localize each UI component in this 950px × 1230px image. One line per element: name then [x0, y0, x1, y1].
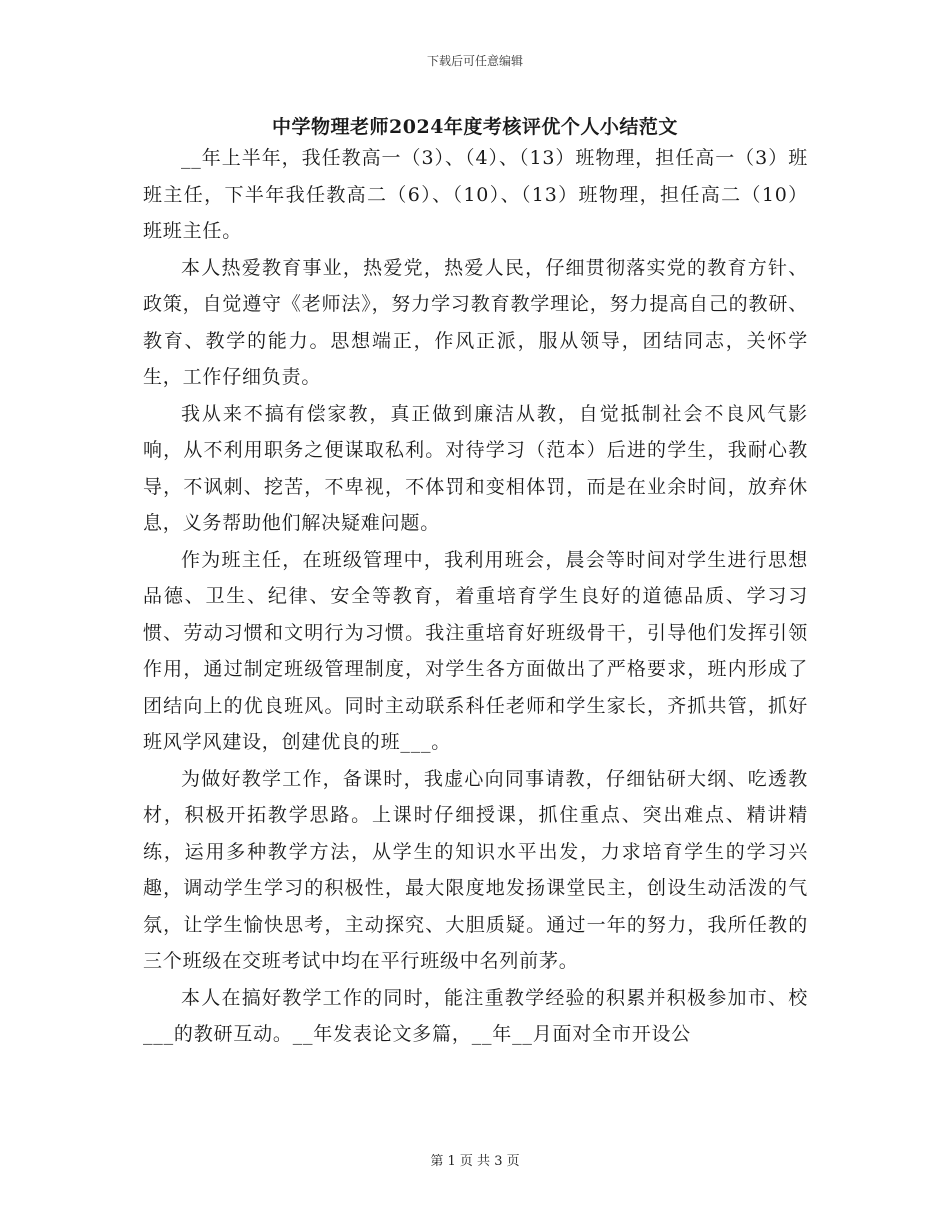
paragraph: 作为班主任，在班级管理中，我利用班会，晨会等时间对学生进行思想品德、卫生、纪律、安全等教育，着重培育学生良好的道德品质、学习习惯、劳动习惯和文明行为习惯。我注重培育好班级骨干，引导他们发挥引领作用，通过制定班级管理制度，对学生各方面做出了严格要求，班内形成了团结向上的优良班风。同时主动联系科任老师和学生家长，齐抓共管，抓好班风学风建设，创建优良的班___。: [143, 548, 808, 753]
document-body: [143, 140, 808, 1053]
paragraph: 本人热爱教育事业，热爱党，热爱人民，仔细贯彻落实党的教育方针、政策，自觉遵守《老师法》，努力学习教育教学理论，努力提高自己的教研、教育、教学的能力。思想端正，作风正派，服从领导，团结同志，关怀学生，工作仔细负责。: [143, 256, 808, 388]
paragraph: 为做好教学工作，备课时，我虚心向同事请教，仔细钻研大纲、吃透教材，积极开拓教学思路。上课时仔细授课，抓住重点、突出难点、精讲精练，运用多种教学方法，从学生的知识水平出发，力求培育学生的学习兴趣，调动学生学习的积极性，最大限度地发扬课堂民主，创设生动活泼的气氛，让学生愉快思考，主动探究、大胆质疑。通过一年的努力，我所任教的三个班级在交班考试中均在平行班级中名列前茅。: [143, 767, 808, 972]
header-note: 下载后可任意编辑: [426, 54, 523, 68]
paragraph: 我从来不搞有偿家教，真正做到廉洁从教，自觉抵制社会不良风气影响，从不利用职务之便谋取私利。对待学习（范本）后进的学生，我耐心教导，不讽刺、挖苦，不卑视，不体罚和变相体罚，而是在业余时间，放弃休息，义务帮助他们解决疑难问题。: [143, 402, 808, 534]
paragraph: __年上半年，我任教高一（3）、（4）、（13）班物理，担任高一（3）班班主任，下半年我任教高二（6）、（10）、（13）班物理，担任高二（10）班班主任。: [143, 147, 808, 242]
page-number: 第 1 页 共 3 页: [430, 1154, 520, 1169]
paragraph: 本人在搞好教学工作的同时，能注重教学经验的积累并积极参加市、校___的教研互动。__年发表论文多篇，__年__月面对全市开设公: [143, 986, 808, 1045]
document-title: 中学物理老师2024年度考核评优个人小结范文: [272, 116, 678, 138]
